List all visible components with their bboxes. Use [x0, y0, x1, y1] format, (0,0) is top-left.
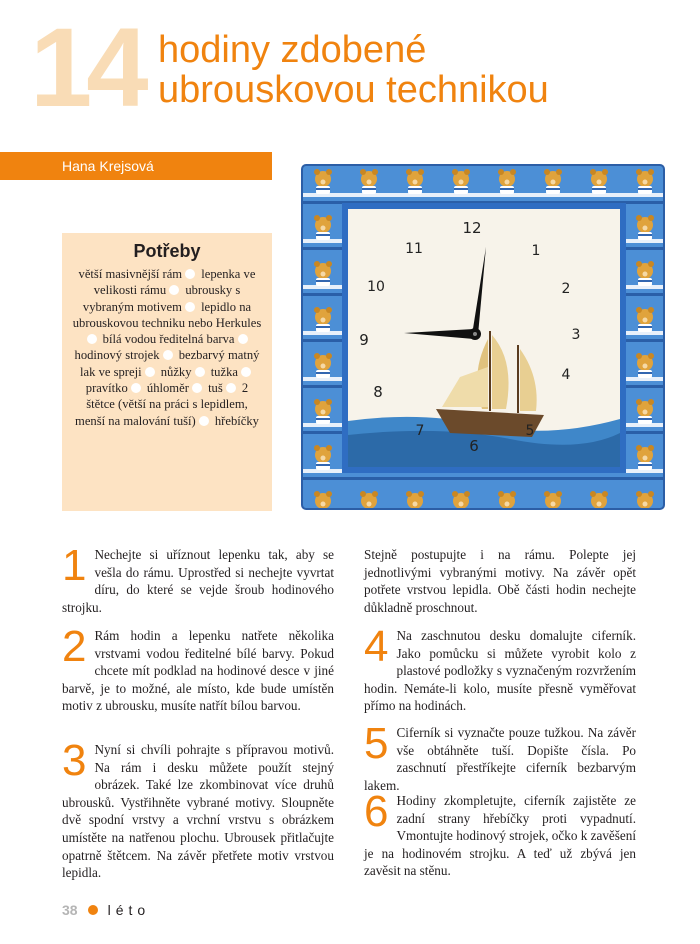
title-line-1: hodiny zdobené — [158, 29, 427, 71]
supply-item: nůžky — [160, 364, 192, 379]
step-number: 4 — [364, 622, 389, 671]
bullet-dot-icon — [226, 383, 236, 393]
step-text: Rám hodin a lepenku natřete několika vrstvami vodou ředitelné bílé barvy. Pokud chcete mít podklad na hodinové desce v jiné barvě, je to možné, ale místo, kde bude umístěn motiv z ubrousku, musíte natřít bílou barvou. — [62, 628, 334, 714]
bullet-dot-icon — [145, 367, 155, 377]
step-4 — [364, 622, 636, 715]
bullet-dot-icon — [131, 383, 141, 393]
bullet-dot-icon — [185, 302, 195, 312]
step-5 — [364, 719, 636, 794]
step-number: 1 — [62, 541, 87, 590]
supply-item: 2 štětce (větší na práci s lepidlem, menší na malování tuší) — [75, 381, 249, 428]
clock-numeral-6: 6 — [469, 437, 479, 455]
bullet-dot-icon — [169, 285, 179, 295]
section-name: léto — [107, 902, 151, 918]
bullet-dot-icon — [185, 269, 195, 279]
clock-numeral-10: 10 — [367, 279, 385, 295]
clock-numeral-5: 5 — [525, 423, 535, 439]
clock-numeral-12: 12 — [462, 219, 482, 237]
step-text: Stejně postupujte i na rámu. Polepte jej jednotlivými vybranými motivy. Na závěr opět potřete vrstvou lepidla. Obě části hodin nechejte důkladně proschnout. — [364, 547, 636, 615]
supply-item: hřebíčky — [214, 413, 259, 428]
supplies-box — [62, 233, 272, 511]
supplies-title: Potřeby — [133, 241, 201, 261]
title-line-2: ubrouskovou technikou — [158, 69, 549, 111]
supply-item: úhloměr — [146, 381, 189, 396]
footer-dot-icon — [88, 905, 98, 915]
bullet-dot-icon — [163, 350, 173, 360]
step-6 — [364, 787, 637, 880]
supply-item: lepidlo na ubrouskovou techniku nebo Herkules — [72, 299, 262, 330]
step-number: 6 — [364, 787, 389, 836]
step-text: Nyní si chvíli pohrajte s přípravou motivů. Na rám i desku můžete použít stejný obrázek. Také lze zkombinovat více druhů ubrousků. Vystřihněte vybrané motivy. Sloupněte dvě spodní vrstvy a vrchní vrstvu s obrázkem umístěte na natřenou plochu. Ubrousek přitlačujte opatrně štětcem. Na závěr přetřete motiv vrstvou lepidla. — [62, 742, 334, 881]
supply-item: tužka — [210, 364, 238, 379]
clock-numeral-3: 3 — [571, 327, 581, 343]
step-text: Ciferník si vyznačte pouze tužkou. Na závěr vše obtáhněte tuší. Dopište čísla. Po zaschnutí přestříkejte ciferník bezbarvým lakem. — [364, 725, 636, 793]
step-3 — [62, 736, 334, 882]
supply-item: bezbarvý matný lak ve spreji — [80, 348, 260, 379]
supply-item: ubrousky s vybraným motivem — [82, 283, 241, 314]
supply-item: bílá vodou ředitelná barva — [102, 332, 235, 347]
page-footer — [62, 902, 150, 918]
clock-numeral-11: 11 — [405, 241, 423, 257]
clock-numeral-8: 8 — [373, 383, 383, 401]
step-number: 2 — [62, 622, 87, 671]
author-bar: Hana Krejsová — [0, 152, 272, 180]
step-2 — [62, 622, 334, 715]
supply-item: pravítko — [85, 381, 128, 396]
supply-item: větší masivnější rám — [78, 267, 183, 281]
step-text: Na zaschnutou desku domalujte ciferník. Jako pomůcku si můžete vyrobit kolo z plastové podložky s vyznačeným rozvržením hodin. Nemáte-li kolo, musíte přesně vyměřovat přímo na hodinách. — [364, 628, 636, 714]
bullet-dot-icon — [238, 334, 248, 344]
bullet-dot-icon — [195, 367, 205, 377]
step-text: Hodiny zkompletujte, ciferník zajistěte ze zadní strany hřebíčky proti vypadnutí. Vmontujte hodinový strojek, očko k zavěšení je na hodinovém strojku. A teď už zbývá jen zavěsit na stěnu. — [364, 793, 637, 879]
bullet-dot-icon — [199, 416, 209, 426]
step-text: Nechejte si uříznout lepenku tak, aby se vešla do rámu. Uprostřed si nechejte vyvrtat díru, do které se vejde šroub hodinového strojku. — [62, 547, 334, 615]
page-title — [158, 30, 549, 110]
bullet-dot-icon — [241, 367, 251, 377]
step-number: 3 — [62, 736, 87, 785]
step-1 — [62, 541, 334, 616]
supplies-list — [72, 266, 262, 429]
clock-numeral-1: 1 — [531, 243, 541, 259]
bullet-dot-icon — [192, 383, 202, 393]
clock-photo — [300, 163, 666, 511]
page-number: 38 — [62, 902, 78, 918]
clock-numeral-7: 7 — [415, 423, 425, 439]
bullet-dot-icon — [87, 334, 97, 344]
step-3-continued — [364, 546, 636, 616]
chapter-number: 14 — [30, 5, 143, 130]
clock-numeral-2: 2 — [561, 281, 571, 297]
supply-item: lepenka ve velikosti rámu — [93, 267, 256, 298]
clock-numeral-9: 9 — [359, 331, 369, 349]
step-number: 5 — [364, 719, 389, 768]
supply-item: tuš — [208, 381, 223, 396]
supply-item: hodinový strojek — [74, 348, 160, 363]
clock-numeral-4: 4 — [561, 367, 571, 383]
